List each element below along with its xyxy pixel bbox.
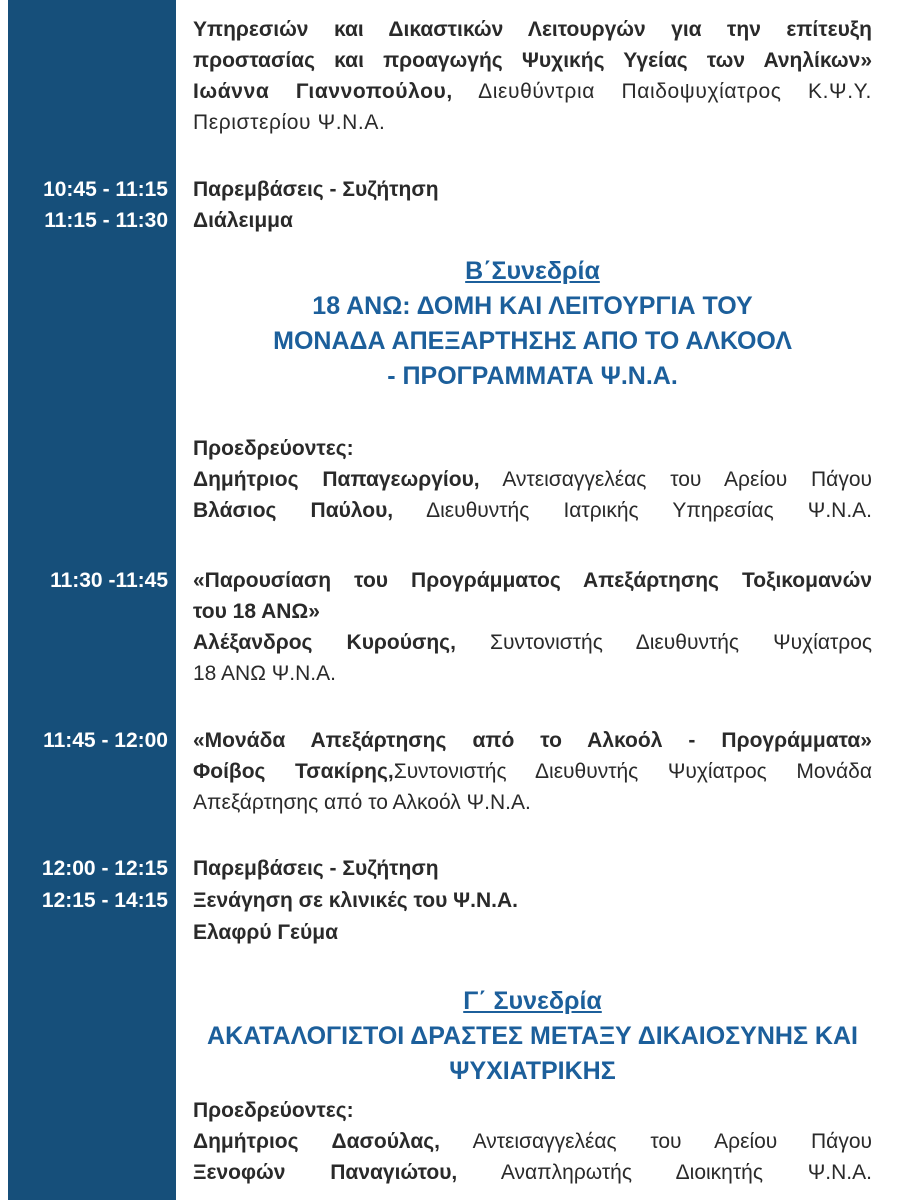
- time-slot: 11:15 - 11:30: [44, 209, 168, 232]
- talk-block: [193, 565, 872, 689]
- session-c-name: Γ΄ Συνεδρία: [463, 987, 602, 1015]
- speaker-line: [193, 627, 872, 658]
- chair-role: Αντεισαγγελέας του Αρείου Πάγου: [440, 1130, 872, 1153]
- session-c-chairs: [193, 1095, 872, 1188]
- chair-line: [193, 1157, 872, 1188]
- speaker-name: Αλέξανδρος Κυρούσης,: [193, 631, 456, 654]
- speaker-line: [193, 76, 872, 107]
- schedule-item: Παρεμβάσεις - Συζήτηση: [193, 178, 439, 201]
- schedule-item: Διάλειμμα: [193, 209, 293, 232]
- session-c-title-line: ΨΥΧΙΑΤΡΙΚΗΣ: [449, 1057, 616, 1085]
- talk-title-line: «Μονάδα Απεξάρτησης από το Αλκοόλ - Προγράμματα»: [193, 729, 872, 752]
- chair-name: Βλάσιος Παύλου,: [193, 499, 394, 522]
- speaker-role-cont: Απεξάρτησης από το Αλκοόλ Ψ.Ν.Α.: [193, 791, 531, 814]
- previous-talk-block: [193, 14, 872, 138]
- chair-name: Ξενοφών Παναγιώτου,: [193, 1161, 458, 1184]
- time-slot: 11:30 -11:45: [50, 569, 168, 592]
- speaker-role: Διευθύντρια Παιδοψυχίατρος Κ.Ψ.Υ.: [452, 80, 872, 103]
- chair-role: Αντεισαγγελέας του Αρείου Πάγου: [479, 468, 872, 491]
- session-b-title-line: ΜΟΝΑΔΑ ΑΠΕΞΑΡΤΗΣΗΣ ΑΠΟ ΤΟ ΑΛΚΟΟΛ: [273, 327, 792, 355]
- session-c-title-line: ΑΚΑΤΑΛΟΓΙΣΤΟΙ ΔΡΑΣΤΕΣ ΜΕΤΑΞΥ ΔΙΚΑΙΟΣΥΝΗΣ ΚΑΙ: [207, 1022, 858, 1050]
- talk-title-line: Υπηρεσιών και Δικαστικών Λειτουργών για την επίτευξη: [193, 18, 872, 41]
- session-c-heading: [193, 984, 872, 1089]
- talk-title-line: «Παρουσίαση του Προγράμματος Απεξάρτησης Τοξικομανών: [193, 569, 872, 592]
- session-b-chairs: [193, 433, 872, 526]
- speaker-role-cont: 18 ΑΝΩ Ψ.Ν.Α.: [193, 662, 336, 685]
- chair-name: Δημήτριος Παπαγεωργίου,: [193, 468, 480, 491]
- talk-title-line: του 18 ΑΝΩ»: [193, 600, 320, 623]
- talk-block: [193, 725, 872, 818]
- chair-line: [193, 1126, 872, 1157]
- time-slot: 12:00 - 12:15: [41, 857, 168, 880]
- chair-role: Αναπληρωτής Διοικητής Ψ.Ν.Α.: [457, 1161, 872, 1184]
- session-b-name: Β΄Συνεδρία: [465, 257, 600, 285]
- schedule-item: Ξενάγηση σε κλινικές του Ψ.Ν.Α.: [193, 889, 518, 912]
- chair-line: [193, 464, 872, 495]
- talk-title-line: προστασίας και προαγωγής Ψυχικής Υγείας των Ανηλίκων»: [193, 49, 872, 72]
- session-b-heading: [193, 254, 872, 394]
- time-slot: 11:45 - 12:00: [43, 729, 168, 752]
- lunch-item: Ελαφρύ Γεύμα: [193, 921, 338, 944]
- speaker-role: Συντονιστής Διευθυντής Ψυχίατρος Μονάδα: [393, 760, 872, 783]
- chairs-label: Προεδρεύοντες:: [193, 437, 354, 460]
- chairs-label: Προεδρεύοντες:: [193, 1099, 354, 1122]
- session-b-title-line: - ΠΡΟΓΡΑΜΜΑΤΑ Ψ.Ν.Α.: [387, 362, 678, 390]
- session-b-title-line: 18 ΑΝΩ: ΔΟΜΗ ΚΑΙ ΛΕΙΤΟΥΡΓΙΑ ΤΟΥ: [312, 292, 753, 320]
- speaker-role: Συντονιστής Διευθυντής Ψυχίατρος: [455, 631, 872, 654]
- speaker-role-cont: Περιστερίου Ψ.Ν.Α.: [193, 111, 386, 134]
- speaker-line: [193, 756, 872, 787]
- chair-name: Δημήτριος Δασούλας,: [193, 1130, 441, 1153]
- speaker-name: Φοίβος Τσακίρης,: [193, 760, 394, 783]
- chair-role: Διευθυντής Ιατρικής Υπηρεσίας Ψ.Ν.Α.: [393, 499, 872, 522]
- chair-line: [193, 495, 872, 526]
- time-slot: 12:15 - 14:15: [41, 889, 168, 912]
- schedule-item: Παρεμβάσεις - Συζήτηση: [193, 857, 439, 880]
- time-slot: 10:45 - 11:15: [43, 178, 168, 201]
- speaker-name: Ιωάννα Γιαννοπούλου,: [193, 80, 453, 103]
